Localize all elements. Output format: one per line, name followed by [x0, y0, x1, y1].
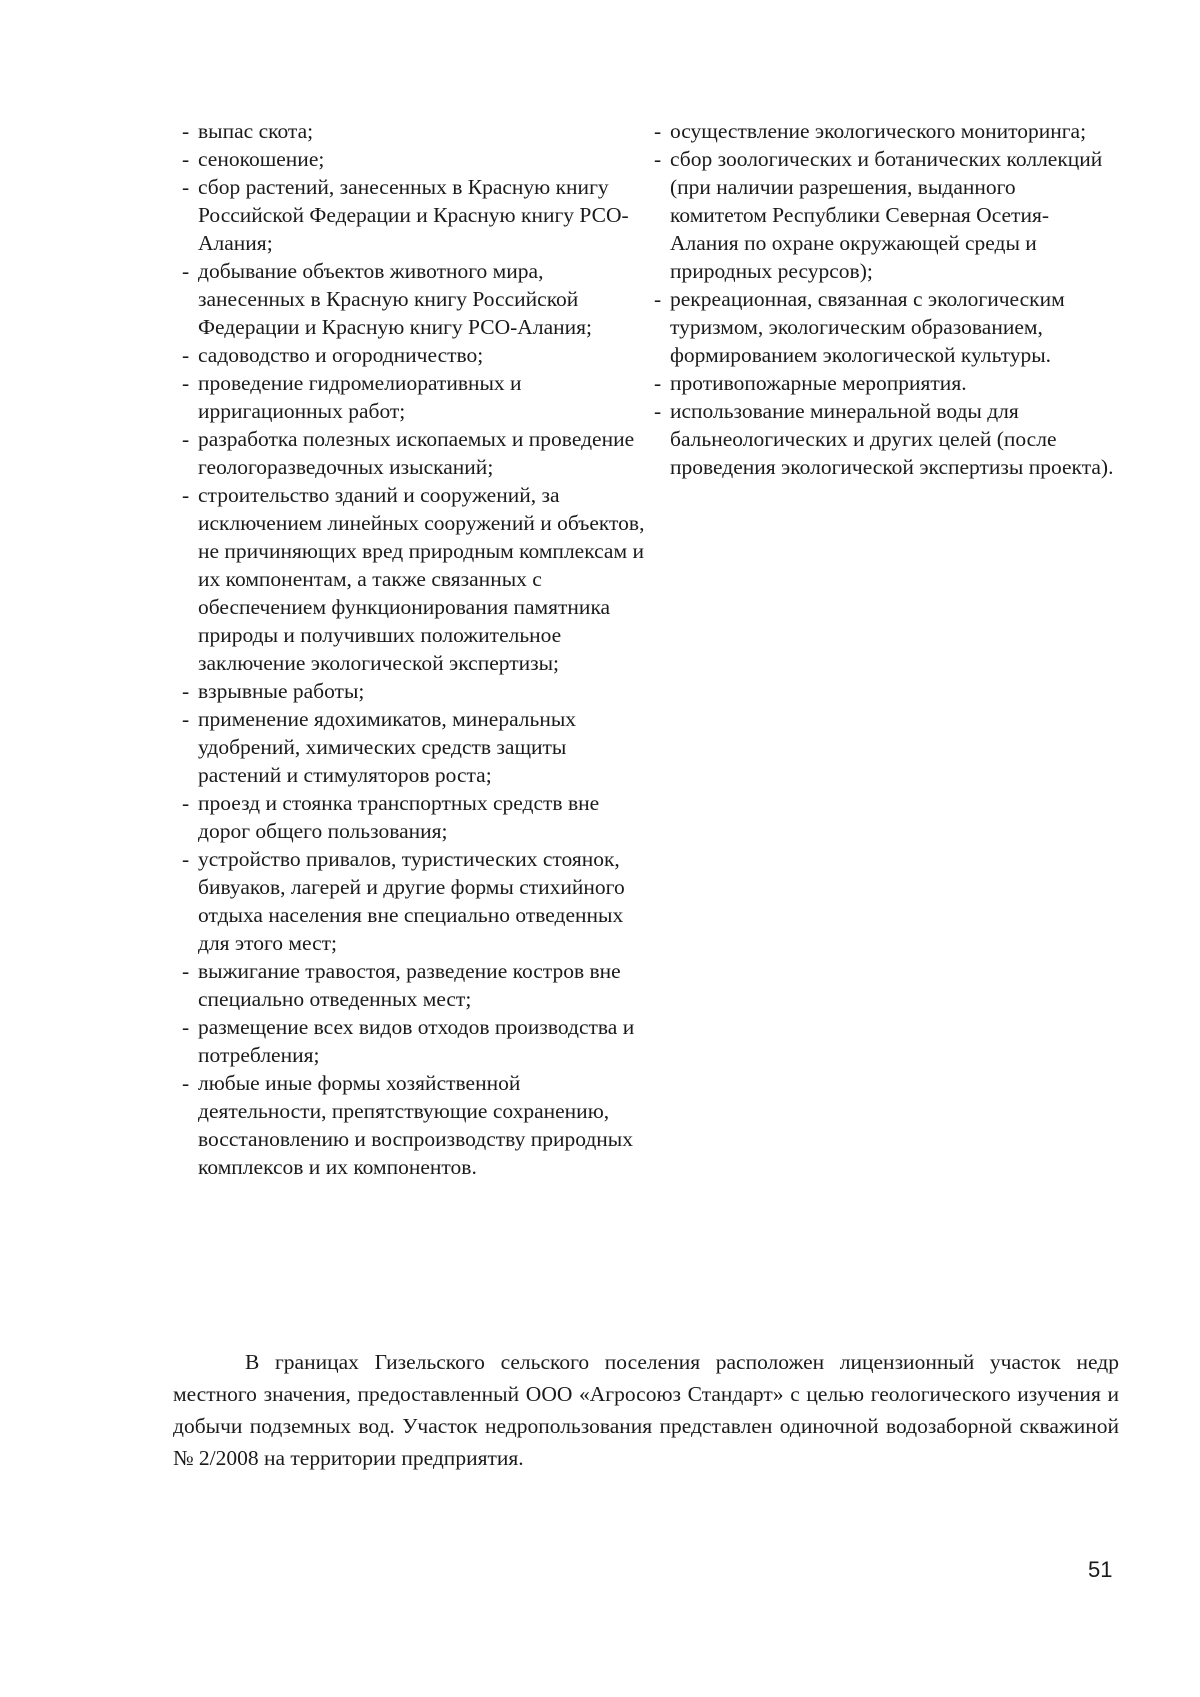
list-item-text: садоводство и огородничество; — [198, 343, 484, 367]
list-item-text: осуществление экологического мониторинга; — [670, 119, 1087, 143]
list-dash: - — [182, 483, 190, 507]
list-dash: - — [654, 287, 662, 311]
list-item-text: строительство зданий и сооружений, за исключением линейных сооружений и объектов, не причиняющих вред природным комплексам и их компонентам, а также связанных с обеспечением функционирования памятника природы и получивших положительное заключение экологической экспертизы; — [198, 483, 645, 675]
page-number: 51 — [1088, 1557, 1113, 1582]
list-item — [182, 173, 648, 257]
list-dash: - — [182, 679, 190, 703]
list-dash: - — [182, 147, 190, 171]
list-item — [182, 1069, 648, 1181]
list-item — [182, 117, 648, 145]
list-dash: - — [182, 959, 190, 983]
list-dash: - — [182, 707, 190, 731]
list-item-text: взрывные работы; — [198, 679, 365, 703]
list-item — [182, 369, 648, 425]
list-item — [182, 677, 648, 705]
list-dash: - — [182, 175, 190, 199]
list-item — [182, 481, 648, 677]
list-dash: - — [182, 119, 190, 143]
list-item — [182, 705, 648, 789]
list-item-text: сбор зоологических и ботанических коллекций (при наличии разрешения, выданного комитетом Республики Северная Осетия-Алания по охране окружающей среды и природных ресурсов); — [670, 147, 1103, 283]
list-dash: - — [654, 147, 662, 171]
list-dash: - — [654, 119, 662, 143]
list-item-text: любые иные формы хозяйственной деятельности, препятствующие сохранению, восстановлению и воспроизводству природных комплексов и их компонентов. — [198, 1071, 633, 1179]
list-item-text: устройство привалов, туристических стоянок, бивуаков, лагерей и другие формы стихийного отдыха населения вне специально отведенных для этого мест; — [198, 847, 625, 955]
list-item — [182, 145, 648, 173]
list-item-text: добывание объектов животного мира, занесенных в Красную книгу Российской Федерации и Красную книгу РСО-Алания; — [198, 259, 592, 339]
list-item — [182, 789, 648, 845]
list-item — [182, 425, 648, 481]
list-dash: - — [654, 371, 662, 395]
list-item-text: сбор растений, занесенных в Красную книгу Российской Федерации и Красную книгу РСО-Алания; — [198, 175, 629, 255]
body-paragraph: В границах Гизельского сельского поселения расположен лицензионный участок недр местного значения, предоставленный ООО «Агросоюз Стандарт» с целью геологического изучения и добычи подземных вод. Участок недропользования представлен одиночной водозаборной скважиной № 2/2008 на территории предприятия. — [173, 1350, 1119, 1470]
list-dash: - — [654, 399, 662, 423]
list-item-text: проведение гидромелиоративных и ирригационных работ; — [198, 371, 522, 423]
list-item — [654, 285, 1114, 369]
list-item — [182, 845, 648, 957]
list-dash: - — [182, 343, 190, 367]
list-dash: - — [182, 371, 190, 395]
list-item-text: выжигание травостоя, разведение костров вне специально отведенных мест; — [198, 959, 621, 1011]
list-item-text: сенокошение; — [198, 147, 325, 171]
list-item-text: разработка полезных ископаемых и проведение геологоразведочных изысканий; — [198, 427, 635, 479]
list-item — [182, 1013, 648, 1069]
left-column-list — [182, 117, 648, 1181]
list-item — [182, 257, 648, 341]
list-item — [182, 341, 648, 369]
list-dash: - — [182, 1071, 190, 1095]
list-dash: - — [182, 847, 190, 871]
list-item — [654, 369, 1114, 397]
list-item-text: противопожарные мероприятия. — [670, 371, 967, 395]
list-item — [182, 957, 648, 1013]
list-item — [654, 397, 1114, 481]
list-item-text: проезд и стоянка транспортных средств вне дорог общего пользования; — [198, 791, 600, 843]
list-item — [654, 117, 1114, 145]
list-dash: - — [182, 791, 190, 815]
right-column-list — [654, 117, 1114, 481]
list-dash: - — [182, 1015, 190, 1039]
list-item-text: применение ядохимикатов, минеральных удобрений, химических средств защиты растений и стимуляторов роста; — [198, 707, 577, 787]
list-item-text: выпас скота; — [198, 119, 314, 143]
list-dash: - — [182, 259, 190, 283]
list-item-text: рекреационная, связанная с экологическим туризмом, экологическим образованием, формированием экологической культуры. — [670, 287, 1065, 367]
list-dash: - — [182, 427, 190, 451]
list-item — [654, 145, 1114, 285]
list-item-text: использование минеральной воды для бальнеологических и других целей (после проведения экологической экспертизы проекта). — [670, 399, 1114, 479]
list-item-text: размещение всех видов отходов производства и потребления; — [198, 1015, 635, 1067]
